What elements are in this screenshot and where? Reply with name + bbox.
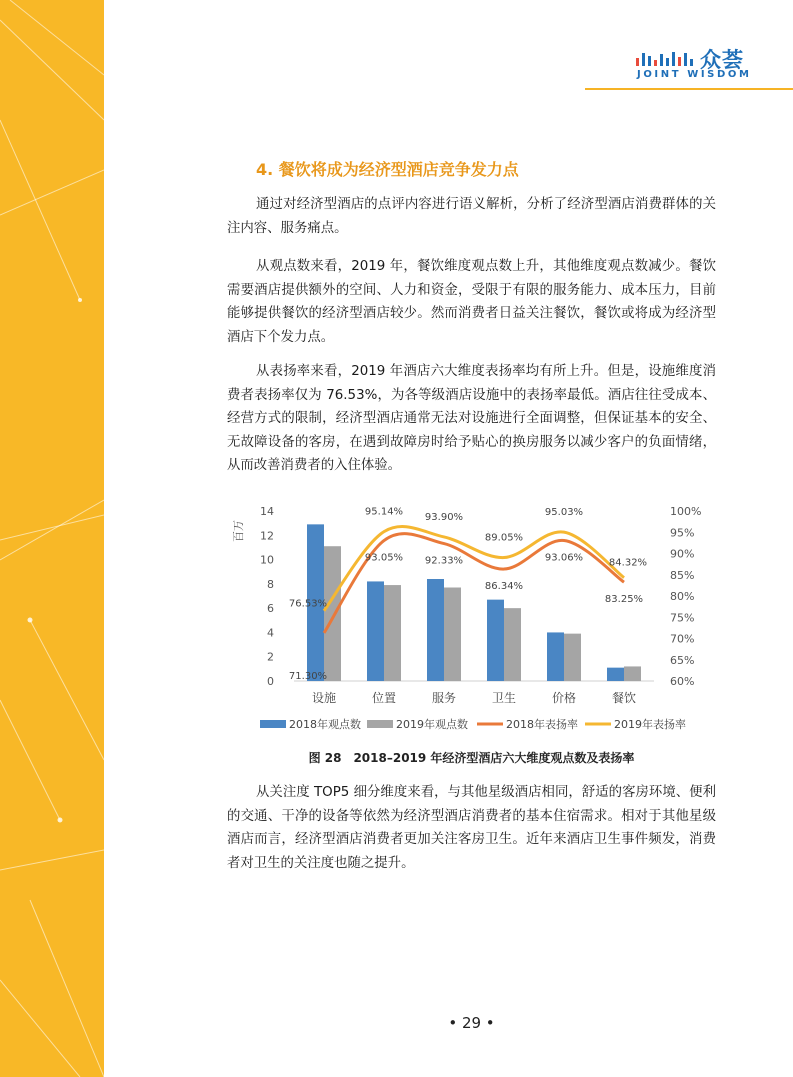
y2-tick-label: 100% <box>670 505 702 518</box>
bar-1-4 <box>564 634 581 681</box>
x-tick-label: 价格 <box>551 691 577 705</box>
y2-tick-label: 90% <box>670 547 695 561</box>
header-divider <box>585 88 793 90</box>
data-label-2018: 83.25% <box>604 594 644 606</box>
y-tick-label: 12 <box>260 529 274 543</box>
bar-1-0 <box>324 546 341 681</box>
y2-tick-label: 85% <box>670 568 695 582</box>
data-label-2019: 89.05% <box>484 532 524 544</box>
section-title: 4. 餐饮将成为经济型酒店竞争发力点 <box>256 160 519 179</box>
data-label-2019: 84.32% <box>608 557 648 569</box>
data-label-2019: 95.03% <box>544 507 584 519</box>
y2-tick-label: 75% <box>670 611 695 625</box>
y-tick-label: 0 <box>267 675 274 688</box>
paragraph-3: 从表扬率来看，2019 年酒店六大维度表扬率均有所上升。但是，设施维度消费者表扬率仅为 76.53%，为各等级酒店设施中的表扬率最低。酒店往往受成本、经营方式的限制，经济型酒店通常无法对设施进行全面调整，但保证基本的安全、无故障设备的客房，在遇到故障房时给予贴心的换房服务以减少客户的负面情绪，从而改善消费者的入住体验。 <box>227 364 716 473</box>
x-tick-label: 卫生 <box>491 691 517 705</box>
y2-tick-label: 80% <box>670 590 695 603</box>
y2-tick-label: 70% <box>670 632 695 646</box>
brand-name: 众荟 <box>700 48 744 72</box>
y-tick-label: 2 <box>267 650 274 664</box>
bar-0-4 <box>547 632 564 681</box>
x-tick-label: 位置 <box>371 691 397 705</box>
y-tick-label: 10 <box>260 553 274 567</box>
data-label-2018: 71.30% <box>288 670 328 682</box>
logo-mark-icon <box>636 50 698 70</box>
decorative-sidebar <box>0 0 104 1077</box>
data-label-2019: 93.90% <box>424 511 464 523</box>
bar-1-3 <box>504 608 521 681</box>
combo-chart <box>232 497 702 741</box>
y-axis-label: 百万 <box>232 520 245 542</box>
sidebar-pattern <box>0 0 104 1077</box>
x-tick-label: 餐饮 <box>611 691 637 705</box>
y2-tick-label: 60% <box>670 675 695 688</box>
legend-swatch-1 <box>367 720 393 728</box>
legend-label-2: 2018年表扬率 <box>506 718 578 731</box>
brand-logo <box>634 44 793 84</box>
data-label-2018: 93.06% <box>544 552 584 564</box>
bar-1-2 <box>444 588 461 682</box>
figure-caption: 图 28 2018–2019 年经济型酒店六大维度观点数及表扬率 <box>308 751 635 765</box>
bar-0-3 <box>487 600 504 681</box>
legend-label-0: 2018年观点数 <box>289 718 361 731</box>
bar-0-1 <box>367 581 384 681</box>
brand-subtitle: JOINT WISDOM <box>637 69 752 80</box>
data-label-2019: 76.53% <box>288 598 328 610</box>
legend-label-3: 2019年表扬率 <box>614 718 686 731</box>
bar-1-1 <box>384 585 401 681</box>
data-label-2018: 92.33% <box>424 555 464 567</box>
paragraph-1: 通过对经济型酒店的点评内容进行语义解析，分析了经济型酒店消费群体的关注内容、服务痛点。 <box>227 197 716 236</box>
bar-1-5 <box>624 666 641 681</box>
y-tick-label: 14 <box>260 505 274 518</box>
data-label-2018: 93.05% <box>364 552 404 564</box>
legend-swatch-0 <box>260 720 286 728</box>
legend-label-1: 2019年观点数 <box>396 718 468 731</box>
bar-0-2 <box>427 579 444 681</box>
y-tick-label: 6 <box>267 602 274 616</box>
data-label-2019: 95.14% <box>364 506 404 518</box>
y2-tick-label: 95% <box>670 526 695 540</box>
y-tick-label: 4 <box>267 626 274 640</box>
page-number: • 29 • <box>448 1014 495 1032</box>
y-tick-label: 8 <box>267 577 274 591</box>
paragraph-2: 从观点数来看，2019 年，餐饮维度观点数上升，其他维度观点数减少。餐饮需要酒店提供额外的空间、人力和资金，受限于有限的服务能力、成本压力，目前能够提供餐饮的经济型酒店较少。然而消费者日益关注餐饮，餐饮或将成为经济型酒店下个发力点。 <box>227 259 716 345</box>
paragraph-4: 从关注度 TOP5 细分维度来看，与其他星级酒店相同，舒适的客房环境、便利的交通、干净的设备等依然为经济型酒店消费者的基本住宿需求。相对于其他星级酒店而言，经济型酒店消费者更加关注客房卫生。近年来酒店卫生事件频发，消费者对卫生的关注度也随之提升。 <box>227 785 716 871</box>
x-tick-label: 服务 <box>431 691 457 705</box>
x-tick-label: 设施 <box>311 691 337 705</box>
data-label-2018: 86.34% <box>484 581 524 593</box>
y2-tick-label: 65% <box>670 653 695 667</box>
bar-0-5 <box>607 668 624 681</box>
